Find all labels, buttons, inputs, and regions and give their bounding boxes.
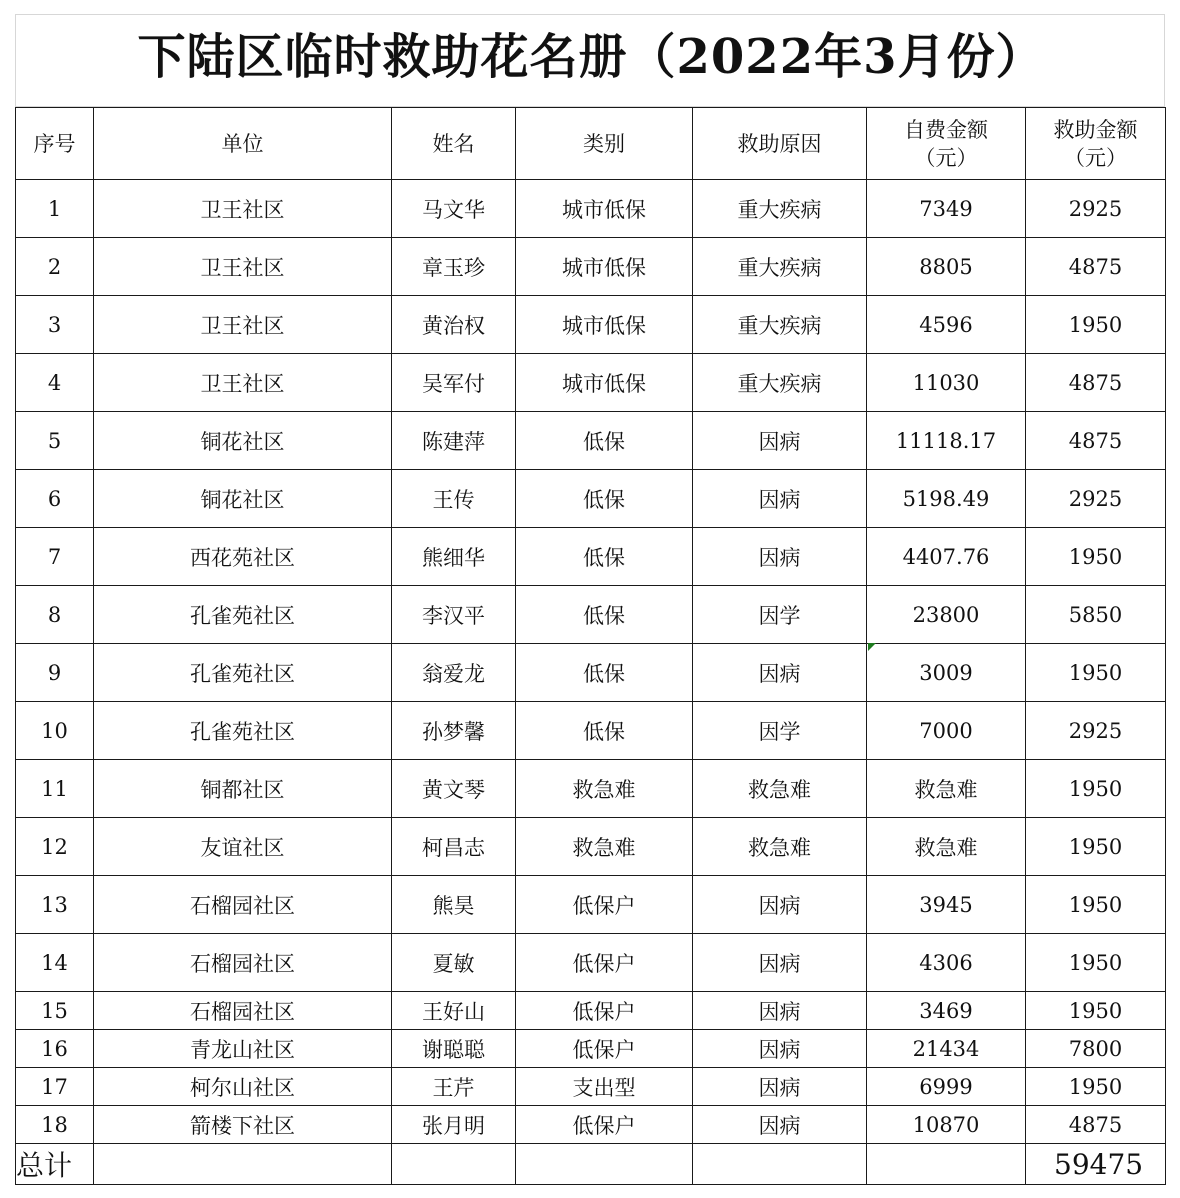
cell-aid[interactable]: 1950 [1026, 992, 1166, 1030]
cell-name[interactable]: 柯昌志 [392, 818, 516, 876]
cell-reason[interactable]: 因病 [693, 1030, 867, 1068]
cell-self-paid[interactable]: 3009 [867, 644, 1026, 702]
table-row [16, 876, 1166, 934]
cell-reason[interactable]: 因病 [693, 992, 867, 1030]
table-row [16, 354, 1166, 412]
cell-no[interactable]: 12 [16, 818, 94, 876]
cell-reason[interactable]: 重大疾病 [693, 180, 867, 238]
cell-reason[interactable]: 重大疾病 [693, 296, 867, 354]
cell-reason[interactable]: 因学 [693, 702, 867, 760]
cell-unit[interactable]: 孔雀苑社区 [94, 644, 392, 702]
cell-reason[interactable]: 因病 [693, 1068, 867, 1106]
cell-no[interactable]: 9 [16, 644, 94, 702]
header-cell-reason[interactable]: 救助原因 [693, 108, 867, 180]
cell-unit[interactable]: 铜花社区 [94, 412, 392, 470]
cell-comment-marker [868, 643, 876, 651]
cell-aid[interactable]: 1950 [1026, 876, 1166, 934]
cell-reason[interactable]: 因学 [693, 586, 867, 644]
cell-name[interactable]: 熊昊 [392, 876, 516, 934]
cell-category[interactable]: 救急难 [516, 818, 693, 876]
cell-category[interactable]: 低保 [516, 412, 693, 470]
cell-unit[interactable]: 卫王社区 [94, 238, 392, 296]
cell-category[interactable]: 城市低保 [516, 180, 693, 238]
cell-unit[interactable]: 石榴园社区 [94, 876, 392, 934]
cell-no[interactable]: 4 [16, 354, 94, 412]
relief-roster-table [15, 107, 1166, 1185]
cell-category[interactable]: 低保户 [516, 1030, 693, 1068]
cell-aid[interactable]: 1950 [1026, 818, 1166, 876]
cell-aid[interactable]: 1950 [1026, 528, 1166, 586]
cell-aid[interactable]: 5850 [1026, 586, 1166, 644]
cell-name[interactable]: 张月明 [392, 1106, 516, 1144]
cell-aid[interactable]: 2925 [1026, 702, 1166, 760]
table-row [16, 180, 1166, 238]
table-row [16, 644, 1166, 702]
cell-reason[interactable]: 重大疾病 [693, 354, 867, 412]
cell-aid[interactable]: 2925 [1026, 470, 1166, 528]
cell-aid[interactable]: 1950 [1026, 1068, 1166, 1106]
cell-unit[interactable]: 西花苑社区 [94, 528, 392, 586]
cell-self-paid[interactable]: 7000 [867, 702, 1026, 760]
cell-name[interactable]: 黄治权 [392, 296, 516, 354]
total-empty-cell[interactable] [94, 1144, 392, 1185]
cell-unit[interactable]: 青龙山社区 [94, 1030, 392, 1068]
cell-name[interactable]: 黄文琴 [392, 760, 516, 818]
cell-name[interactable]: 吴军付 [392, 354, 516, 412]
table-row [16, 760, 1166, 818]
table-row [16, 238, 1166, 296]
cell-self-paid[interactable]: 3469 [867, 992, 1026, 1030]
cell-unit[interactable]: 铜花社区 [94, 470, 392, 528]
cell-reason[interactable]: 因病 [693, 644, 867, 702]
cell-category[interactable]: 低保 [516, 528, 693, 586]
cell-no[interactable]: 18 [16, 1106, 94, 1144]
table-row [16, 296, 1166, 354]
cell-name[interactable]: 陈建萍 [392, 412, 516, 470]
cell-unit[interactable]: 箭楼下社区 [94, 1106, 392, 1144]
cell-no[interactable]: 14 [16, 934, 94, 992]
cell-reason[interactable]: 因病 [693, 876, 867, 934]
table-row [16, 586, 1166, 644]
cell-unit[interactable]: 友谊社区 [94, 818, 392, 876]
cell-name[interactable]: 谢聪聪 [392, 1030, 516, 1068]
cell-no[interactable]: 11 [16, 760, 94, 818]
cell-reason[interactable]: 因病 [693, 470, 867, 528]
cell-reason[interactable]: 因病 [693, 528, 867, 586]
cell-aid[interactable]: 1950 [1026, 760, 1166, 818]
cell-name[interactable]: 王好山 [392, 992, 516, 1030]
cell-category[interactable]: 低保 [516, 702, 693, 760]
table-row [16, 412, 1166, 470]
title-cell[interactable] [15, 14, 1165, 107]
cell-self-paid[interactable]: 10870 [867, 1106, 1026, 1144]
header-row [16, 108, 1166, 180]
cell-name[interactable]: 马文华 [392, 180, 516, 238]
cell-self-paid[interactable]: 21434 [867, 1030, 1026, 1068]
cell-reason[interactable]: 因病 [693, 934, 867, 992]
cell-no[interactable]: 7 [16, 528, 94, 586]
cell-aid[interactable]: 7800 [1026, 1030, 1166, 1068]
cell-unit[interactable]: 石榴园社区 [94, 934, 392, 992]
cell-category[interactable]: 低保户 [516, 876, 693, 934]
cell-aid[interactable]: 2925 [1026, 180, 1166, 238]
cell-category[interactable]: 低保户 [516, 992, 693, 1030]
cell-no[interactable]: 8 [16, 586, 94, 644]
total-value-cell[interactable]: 59475 [1026, 1144, 1166, 1185]
cell-reason[interactable]: 因病 [693, 1106, 867, 1144]
cell-self-paid[interactable]: 11118.17 [867, 412, 1026, 470]
cell-category[interactable]: 城市低保 [516, 296, 693, 354]
cell-name[interactable]: 李汉平 [392, 586, 516, 644]
cell-unit[interactable]: 卫王社区 [94, 354, 392, 412]
cell-self-paid[interactable]: 4407.76 [867, 528, 1026, 586]
cell-aid[interactable]: 1950 [1026, 644, 1166, 702]
cell-self-paid[interactable]: 救急难 [867, 760, 1026, 818]
cell-self-paid[interactable]: 6999 [867, 1068, 1026, 1106]
table-row [16, 702, 1166, 760]
cell-no[interactable]: 13 [16, 876, 94, 934]
cell-self-paid[interactable]: 23800 [867, 586, 1026, 644]
cell-category[interactable]: 低保 [516, 586, 693, 644]
page-title: 下陆区临时救助花名册（2022年3月份） [137, 29, 1045, 85]
cell-aid[interactable]: 4875 [1026, 412, 1166, 470]
cell-no[interactable]: 17 [16, 1068, 94, 1106]
header-cell-aid[interactable]: 救助金额 （元） [1026, 108, 1166, 180]
cell-unit[interactable]: 柯尔山社区 [94, 1068, 392, 1106]
cell-no[interactable]: 5 [16, 412, 94, 470]
cell-name[interactable]: 王传 [392, 470, 516, 528]
cell-self-paid[interactable]: 3945 [867, 876, 1026, 934]
cell-self-paid[interactable]: 11030 [867, 354, 1026, 412]
cell-category[interactable]: 城市低保 [516, 354, 693, 412]
cell-category[interactable]: 低保 [516, 470, 693, 528]
cell-name[interactable]: 孙梦馨 [392, 702, 516, 760]
cell-self-paid[interactable]: 5198.49 [867, 470, 1026, 528]
cell-category[interactable]: 低保户 [516, 934, 693, 992]
cell-aid[interactable]: 4875 [1026, 238, 1166, 296]
cell-unit[interactable]: 孔雀苑社区 [94, 702, 392, 760]
cell-unit[interactable]: 铜都社区 [94, 760, 392, 818]
cell-self-paid[interactable]: 8805 [867, 238, 1026, 296]
header-cell-unit[interactable]: 单位 [94, 108, 392, 180]
cell-aid[interactable]: 1950 [1026, 296, 1166, 354]
table-row [16, 1030, 1166, 1068]
table-row [16, 528, 1166, 586]
cell-aid[interactable]: 1950 [1026, 934, 1166, 992]
cell-category[interactable]: 支出型 [516, 1068, 693, 1106]
cell-category[interactable]: 低保 [516, 644, 693, 702]
cell-name[interactable]: 王芹 [392, 1068, 516, 1106]
header-cell-no[interactable]: 序号 [16, 108, 94, 180]
cell-no[interactable]: 16 [16, 1030, 94, 1068]
table-row [16, 470, 1166, 528]
cell-self-paid[interactable]: 4306 [867, 934, 1026, 992]
cell-aid[interactable]: 4875 [1026, 1106, 1166, 1144]
cell-unit[interactable]: 石榴园社区 [94, 992, 392, 1030]
cell-aid[interactable]: 4875 [1026, 354, 1166, 412]
total-label-cell[interactable]: 总计 [16, 1144, 94, 1185]
header-cell-category[interactable]: 类别 [516, 108, 693, 180]
cell-reason[interactable]: 因病 [693, 412, 867, 470]
cell-name[interactable]: 熊细华 [392, 528, 516, 586]
cell-name[interactable]: 翁爱龙 [392, 644, 516, 702]
cell-no[interactable]: 2 [16, 238, 94, 296]
cell-no[interactable]: 1 [16, 180, 94, 238]
header-cell-name[interactable]: 姓名 [392, 108, 516, 180]
cell-self-paid[interactable]: 7349 [867, 180, 1026, 238]
cell-self-paid[interactable]: 4596 [867, 296, 1026, 354]
cell-no[interactable]: 10 [16, 702, 94, 760]
cell-unit[interactable]: 孔雀苑社区 [94, 586, 392, 644]
cell-name[interactable]: 夏敏 [392, 934, 516, 992]
cell-category[interactable]: 城市低保 [516, 238, 693, 296]
spreadsheet [15, 14, 1165, 1182]
cell-reason[interactable]: 重大疾病 [693, 238, 867, 296]
table-row [16, 992, 1166, 1030]
cell-reason[interactable]: 救急难 [693, 818, 867, 876]
cell-category[interactable]: 低保户 [516, 1106, 693, 1144]
cell-category[interactable]: 救急难 [516, 760, 693, 818]
cell-name[interactable]: 章玉珍 [392, 238, 516, 296]
total-empty-cell[interactable] [693, 1144, 867, 1185]
cell-unit[interactable]: 卫王社区 [94, 296, 392, 354]
cell-self-paid[interactable]: 救急难 [867, 818, 1026, 876]
cell-unit[interactable]: 卫王社区 [94, 180, 392, 238]
cell-reason[interactable]: 救急难 [693, 760, 867, 818]
table-row [16, 1106, 1166, 1144]
cell-no[interactable]: 15 [16, 992, 94, 1030]
table-row [16, 1068, 1166, 1106]
cell-no[interactable]: 3 [16, 296, 94, 354]
cell-no[interactable]: 6 [16, 470, 94, 528]
table-row [16, 934, 1166, 992]
total-row [16, 1144, 1166, 1185]
total-empty-cell[interactable] [867, 1144, 1026, 1185]
total-empty-cell[interactable] [516, 1144, 693, 1185]
table-row [16, 818, 1166, 876]
total-empty-cell[interactable] [392, 1144, 516, 1185]
header-cell-self-paid[interactable]: 自费金额 （元） [867, 108, 1026, 180]
